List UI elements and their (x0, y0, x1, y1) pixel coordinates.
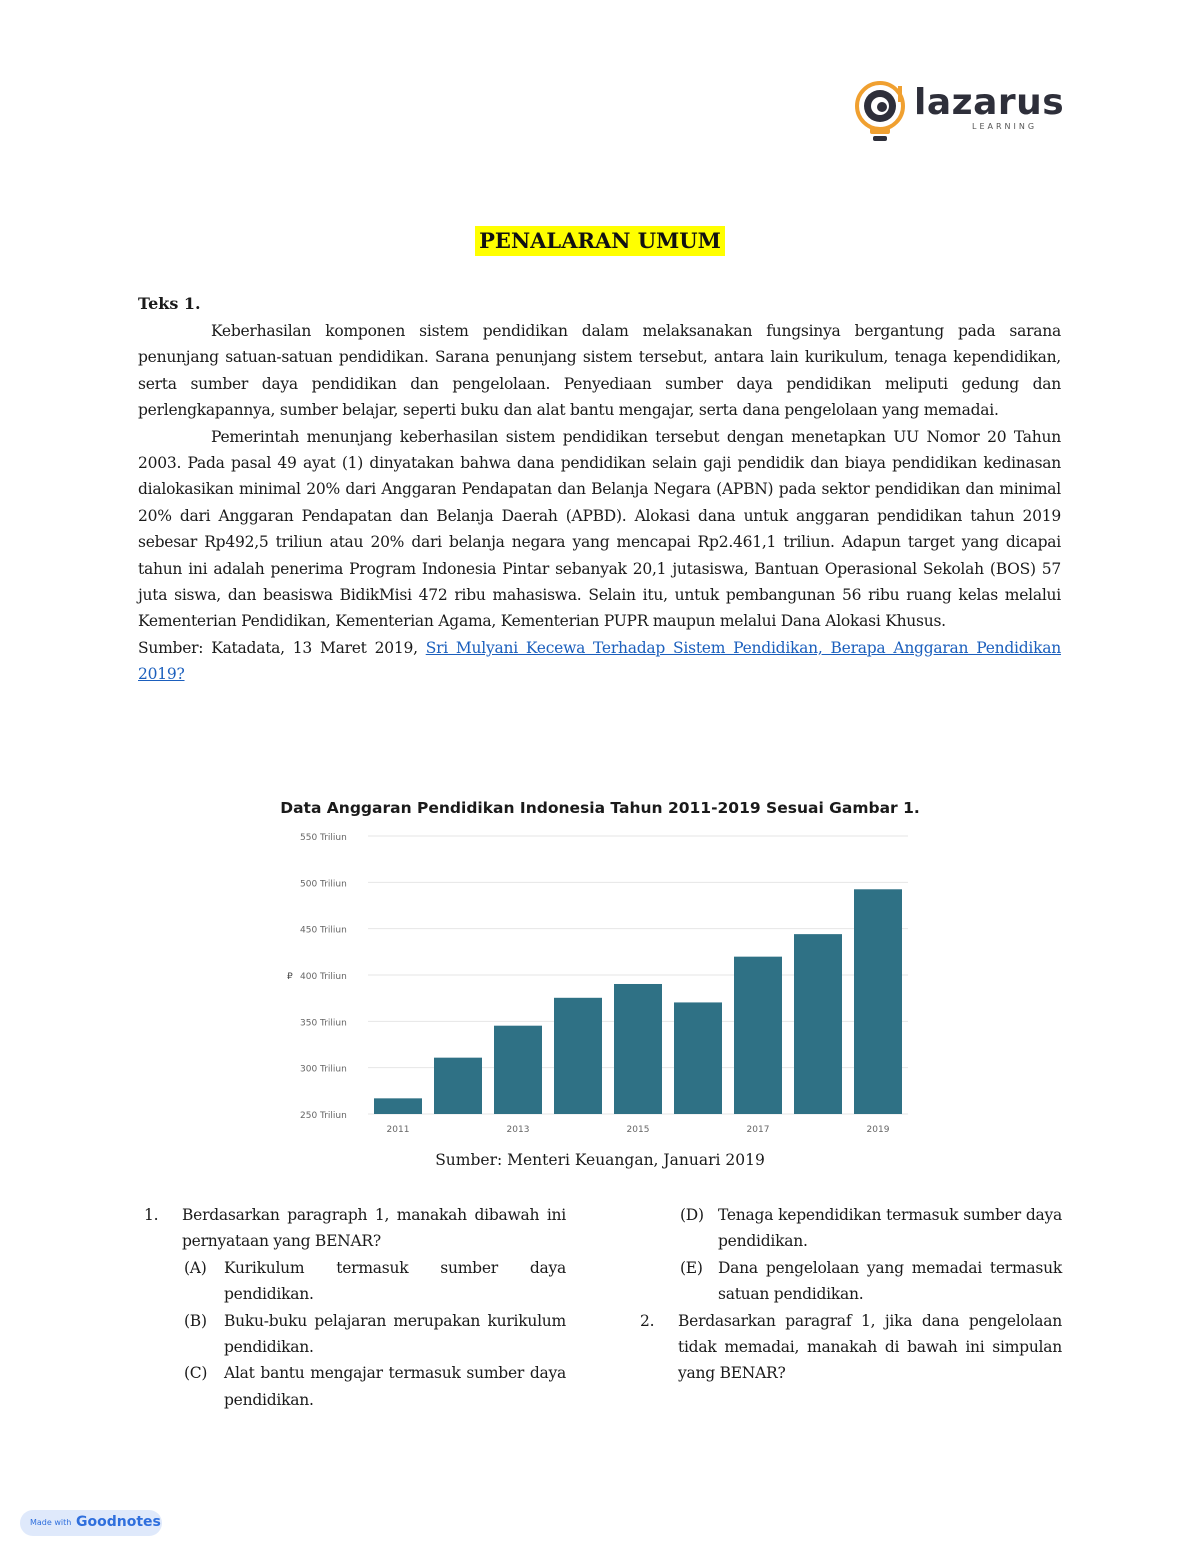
option-letter: (A) (184, 1258, 207, 1277)
bar-2012 (434, 1058, 482, 1114)
x-tick-label: 2017 (746, 1125, 770, 1135)
chart-title: Data Anggaran Pendidikan Indonesia Tahun 2011-2019 Sesuai Gambar 1. (280, 799, 920, 817)
x-tick-label: 2015 (626, 1125, 650, 1135)
text-label: Teks 1. (138, 294, 201, 313)
y-tick-label: 400 Triliun (300, 972, 347, 982)
source-prefix: Sumber: Katadata, 13 Maret 2019, (138, 638, 426, 657)
x-tick-label: 2019 (866, 1125, 890, 1135)
option-text: Buku-buku pelajaran merupakan kurikulum pendidikan. (224, 1311, 566, 1357)
badge-made-with: Made with (30, 1518, 72, 1527)
bar-2019 (854, 889, 902, 1114)
page-title: PENALARAN UMUM (475, 226, 725, 256)
source-citation (138, 635, 1061, 688)
option-b[interactable] (138, 1308, 566, 1361)
x-tick-label: 2011 (386, 1125, 410, 1135)
option-text: Dana pengelolaan yang memadai termasuk satuan pendidikan. (718, 1258, 1062, 1304)
bar-2016 (674, 1002, 722, 1114)
y-tick-label: 300 Triliun (300, 1064, 347, 1075)
reading-passage (138, 318, 1061, 688)
bar-2017 (734, 957, 782, 1114)
chart-canvas (280, 824, 920, 1144)
y-tick-label: 350 Triliun (300, 1018, 347, 1029)
option-e[interactable] (634, 1255, 1062, 1308)
bar-2011 (374, 1098, 422, 1114)
x-tick-label: 2013 (506, 1125, 530, 1135)
question-1 (138, 1202, 566, 1255)
questions-left-column (138, 1202, 566, 1413)
bar-chart (280, 824, 920, 1144)
bar-2013 (494, 1026, 542, 1114)
lightbulb-eye-icon (854, 80, 910, 146)
bar-2018 (794, 934, 842, 1114)
option-letter: (E) (680, 1258, 703, 1277)
question-number: 2. (640, 1311, 655, 1330)
option-text: Alat bantu mengajar termasuk sumber daya pendidikan. (224, 1364, 566, 1409)
logo-tagline: LEARNING (972, 122, 1038, 131)
question-text: Berdasarkan paragraph 1, manakah dibawah ini pernyataan yang BENAR? (182, 1206, 566, 1251)
y-tick-label: 450 Triliun (300, 925, 347, 936)
question-text: Berdasarkan paragraf 1, jika dana pengelolaan tidak memadai, manakah di bawah ini simpulan yang BENAR? (678, 1311, 1062, 1383)
chart-source: Sumber: Menteri Keuangan, Januari 2019 (435, 1151, 765, 1169)
y-tick-label: 500 Triliun (300, 879, 347, 890)
bar-2014 (554, 998, 602, 1114)
goodnotes-badge[interactable] (20, 1510, 162, 1536)
source-link[interactable]: Sri Mulyani Kecewa Terhadap Sistem Pendidikan, Berapa Anggaran Pendidikan 2019? (138, 638, 1061, 684)
logo-wordmark: lazarus (914, 82, 1065, 123)
y-tick-label: 250 Triliun (300, 1111, 347, 1121)
paragraph-2: Pemerintah menunjang keberhasilan sistem pendidikan tersebut dengan menetapkan UU Nomor 20 Tahun 2003. Pada pasal 49 ayat (1) dinyatakan bahwa dana pendidikan selain gaji pendidik dan biaya pendidikan kedinasan dialokasikan minimal 20% dari Anggaran Pendapatan dan Belanja Negara (APBN) pada sektor pendidikan dan minimal 20% dari Anggaran Pendapatan dan Belanja Daerah (APBD). Alokasi dana untuk anggaran pendidikan tahun 2019 sebesar Rp492,5 triliun atau 20% dari belanja negara yang mencapai Rp2.461,1 triliun. Adapun target yang dicapai tahun ini adalah penerima Program Indonesia Pintar sebanyak 20,1 jutasiswa, Bantuan Operasional Sekolah (BOS) 57 juta siswa, dan beasiswa BidikMisi 472 ribu mahasiswa. Selain itu, untuk pembangunan 56 ribu ruang kelas melalui Kementerian Pendidikan, Kementerian Agama, Kementerian PUPR maupun melalui Dana Alokasi Khusus. (138, 427, 1061, 631)
lazarus-logo (852, 78, 1065, 150)
question-number: 1. (144, 1206, 159, 1224)
question-2 (634, 1308, 1062, 1387)
option-letter: (B) (184, 1311, 207, 1330)
option-letter: (C) (184, 1364, 208, 1383)
option-a[interactable] (138, 1255, 566, 1308)
option-c[interactable] (138, 1360, 566, 1413)
option-text: Tenaga kependidikan termasuk sumber daya pendidikan. (718, 1206, 1062, 1251)
bar-2015 (614, 984, 662, 1114)
badge-brand: Goodnotes (76, 1514, 161, 1530)
option-letter: (D) (680, 1206, 704, 1224)
option-text: Kurikulum termasuk sumber daya pendidikan. (224, 1258, 566, 1304)
y-axis-label: ₽ (287, 972, 293, 982)
y-tick-label: 550 Triliun (300, 833, 347, 843)
questions-right-column (634, 1202, 1062, 1387)
option-d[interactable] (634, 1202, 1062, 1255)
paragraph-1: Keberhasilan komponen sistem pendidikan dalam melaksanakan fungsinya bergantung pada sarana penunjang satuan-satuan pendidikan. Sarana penunjang sistem tersebut, antara lain kurikulum, tenaga kependidikan, serta sumber daya pendidikan dan pengelolaan. Penyediaan sumber daya pendidikan meliputi gedung dan perlengkapannya, sumber belajar, seperti buku dan alat bantu mengajar, serta dana pengelolaan yang memadai. (138, 322, 1061, 420)
